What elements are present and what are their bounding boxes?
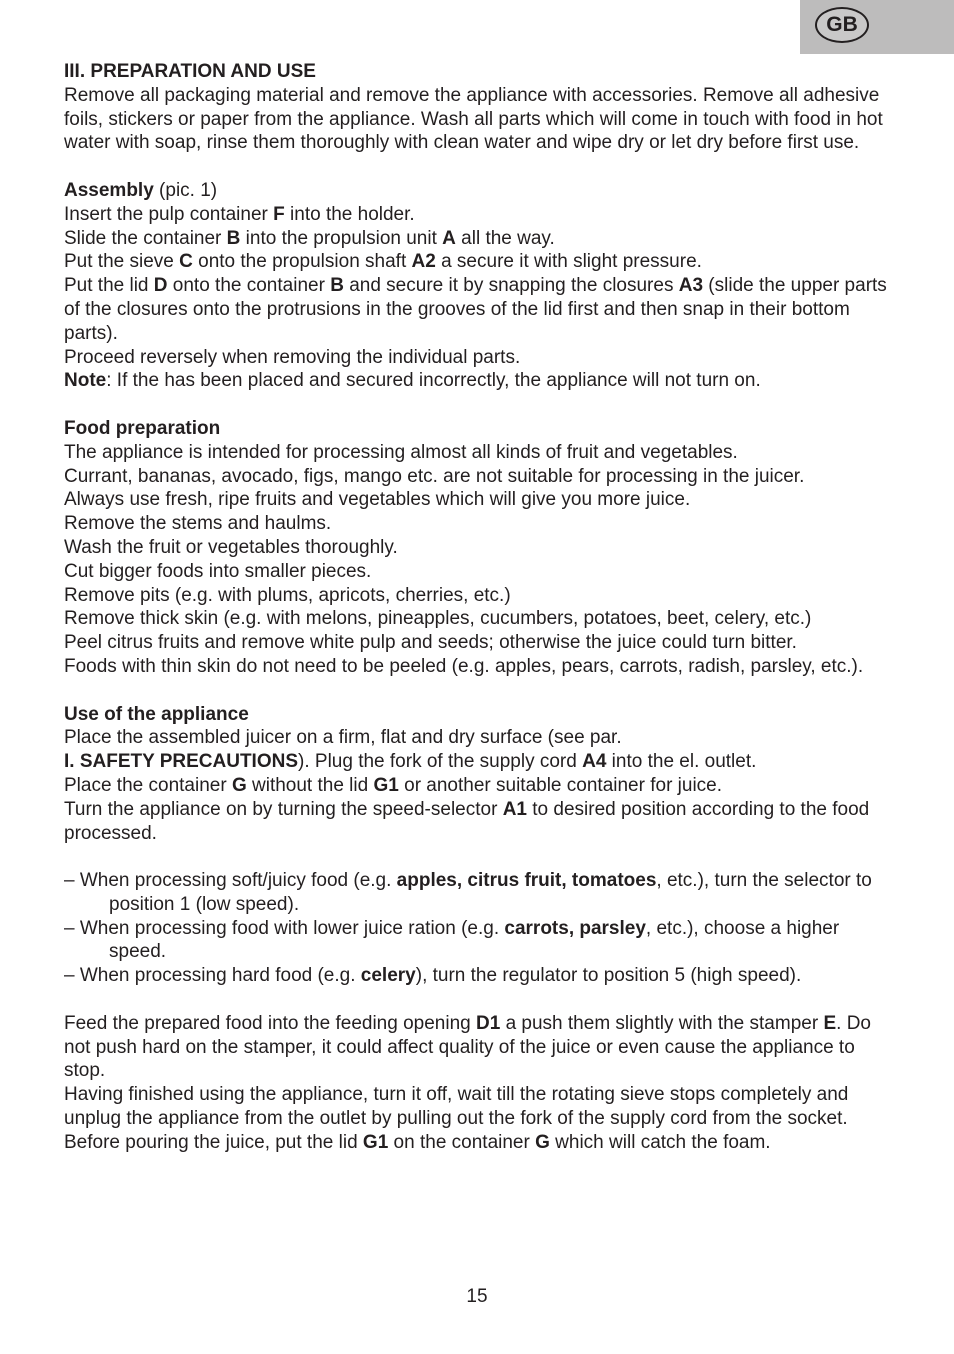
bold-text: A1 <box>502 798 527 820</box>
bold-text: G <box>231 774 247 796</box>
paragraph <box>64 203 899 227</box>
paragraph <box>64 274 899 345</box>
paragraph <box>64 631 899 655</box>
paragraph <box>64 1012 899 1083</box>
text-run: into the el. outlet. <box>606 751 757 773</box>
bold-text: D <box>153 275 168 297</box>
text-run: Place the container <box>64 774 232 796</box>
paragraph <box>64 441 899 465</box>
text-run: : If the has been placed and secured incorrectly, the appliance will not turn on. <box>106 370 761 392</box>
text-run: Remove thick skin (e.g. with melons, pineapples, cucumbers, potatoes, beet, celery, etc.) <box>64 608 812 630</box>
paragraph <box>64 798 899 846</box>
bold-text: Assembly <box>64 179 154 201</box>
text-run: onto the container <box>167 275 331 297</box>
bold-text: Use of the appliance <box>64 703 249 725</box>
paragraph <box>64 1083 899 1131</box>
text-run: Proceed reversely when removing the individual parts. <box>64 346 521 368</box>
bold-text: B <box>330 275 344 297</box>
bold-text: D1 <box>476 1012 501 1034</box>
paragraph <box>64 369 899 393</box>
text-run: and secure it by snapping the closures <box>343 275 679 297</box>
paragraph <box>64 1131 899 1155</box>
text-run: into the propulsion unit <box>240 227 443 249</box>
language-tab <box>800 0 954 54</box>
text-run: Peel citrus fruits and remove white pulp and seeds; otherwise the juice could turn bitter. <box>64 632 797 654</box>
bold-text: Note <box>64 370 107 392</box>
text-run: or another suitable container for juice. <box>398 774 723 796</box>
text-run: a secure it with slight pressure. <box>435 251 702 273</box>
text-run: Having finished using the appliance, turn it off, wait till the rotating sieve stops completely and unplug the appliance from the outlet by pulling out the fork of the supply cord from the socket. <box>64 1084 849 1130</box>
text-run: Wash the fruit or vegetables thoroughly. <box>64 536 398 558</box>
text-run: Remove pits (e.g. with plums, apricots, cherries, etc.) <box>64 584 511 606</box>
text-run: Always use fresh, ripe fruits and vegetables which will give you more juice. <box>64 489 691 511</box>
bold-text: carrots, parsley <box>504 917 646 939</box>
paragraph <box>64 250 899 274</box>
paragraph-gap <box>64 845 899 869</box>
bold-text: apples, citrus fruit, tomatoes <box>396 870 657 892</box>
text-run: Put the lid <box>64 275 154 297</box>
text-run: Slide the container <box>64 227 227 249</box>
bold-text: A4 <box>582 751 607 773</box>
text-run: Before pouring the juice, put the lid <box>64 1131 363 1153</box>
text-run: The appliance is intended for processing almost all kinds of fruit and vegetables. <box>64 441 738 463</box>
bold-text: G1 <box>362 1131 389 1153</box>
text-run: , etc.), choose a higher speed. <box>109 917 840 963</box>
bold-text: celery <box>360 965 416 987</box>
document-body <box>64 60 899 1155</box>
paragraph-gap <box>64 155 899 179</box>
bold-text: E <box>823 1012 837 1034</box>
paragraph-gap <box>64 679 899 703</box>
paragraph <box>64 60 899 84</box>
paragraph <box>64 227 899 251</box>
bold-text: G1 <box>373 774 399 796</box>
text-run: Insert the pulp container <box>64 203 274 225</box>
bold-text: G <box>535 1131 550 1153</box>
text-run: on the container <box>388 1131 536 1153</box>
text-run: (pic. 1) <box>153 179 218 201</box>
text-run: all the way. <box>455 227 555 249</box>
bold-text: B <box>226 227 241 249</box>
text-run: (slide the upper parts of the closures onto the protrusions in the grooves of the lid first and then snap in their bottom parts). <box>64 275 887 344</box>
text-run: onto the propulsion shaft <box>192 251 412 273</box>
bold-text: F <box>273 203 285 225</box>
text-run: , etc.), turn the selector to position 1 (low speed). <box>109 870 872 915</box>
text-run: . Do not push hard on the stamper, it could affect quality of the juice or even cause the appliance to stop. <box>64 1012 871 1082</box>
text-run: – When processing soft/juicy food (e.g. <box>64 870 397 892</box>
paragraph <box>64 750 899 774</box>
text-run: Turn the appliance on by turning the speed-selector <box>64 798 503 820</box>
paragraph <box>64 417 899 441</box>
paragraph <box>64 584 899 608</box>
paragraph <box>64 726 899 750</box>
text-run: – When processing hard food (e.g. <box>64 965 361 987</box>
paragraph <box>64 536 899 560</box>
bold-text: III. PREPARATION AND USE <box>64 61 316 82</box>
paragraph <box>64 607 899 631</box>
bold-text: A3 <box>678 275 704 297</box>
bold-text: Food preparation <box>64 417 221 439</box>
paragraph <box>64 512 899 536</box>
paragraph <box>64 560 899 584</box>
bold-text: C <box>179 251 193 273</box>
text-run: which will catch the foam. <box>549 1131 771 1153</box>
paragraph <box>64 655 899 679</box>
text-run: Feed the prepared food into the feeding opening <box>64 1012 476 1034</box>
page-number: 15 <box>466 1286 488 1307</box>
text-run: without the lid <box>246 774 374 796</box>
text-run: Currant, bananas, avocado, figs, mango etc. are not suitable for processing in the juicer. <box>64 465 805 487</box>
text-run: to desired position according to the food processed. <box>64 798 870 844</box>
list-item <box>64 964 899 988</box>
text-run: Put the sieve <box>64 251 180 273</box>
text-run: ). Plug the fork of the supply cord <box>298 751 583 773</box>
bold-text: A2 <box>411 251 436 273</box>
paragraph <box>64 488 899 512</box>
text-run: ), turn the regulator to position 5 (high speed). <box>415 965 802 987</box>
paragraph <box>64 84 899 155</box>
text-run: into the holder. <box>284 203 415 225</box>
text-run: Foods with thin skin do not need to be peeled (e.g. apples, pears, carrots, radish, parsley, etc.). <box>64 655 864 677</box>
text-run: Remove the stems and haulms. <box>64 513 332 535</box>
paragraph <box>64 703 899 727</box>
text-run: a push them slightly with the stamper <box>500 1012 824 1034</box>
language-badge: GB <box>815 7 869 43</box>
paragraph <box>64 774 899 798</box>
paragraph <box>64 465 899 489</box>
paragraph <box>64 346 899 370</box>
text-run: Place the assembled juicer on a firm, flat and dry surface (see par. <box>64 727 622 749</box>
list-item <box>64 869 899 917</box>
bold-text: I. SAFETY PRECAUTIONS <box>64 751 299 773</box>
paragraph-gap <box>64 988 899 1012</box>
text-run: Remove all packaging material and remove the appliance with accessories. Remove all adhesive foils, stickers or paper from the appliance. Wash all parts which will come in touch with food in hot water with soap, rinse them thoroughly with clean water and wipe dry or let dry before first use. <box>64 84 883 154</box>
text-run: – When processing food with lower juice ration (e.g. <box>64 917 505 939</box>
paragraph-gap <box>64 393 899 417</box>
paragraph <box>64 179 899 203</box>
bold-text: A <box>442 227 456 249</box>
text-run: Cut bigger foods into smaller pieces. <box>64 560 372 582</box>
list-item <box>64 917 899 965</box>
